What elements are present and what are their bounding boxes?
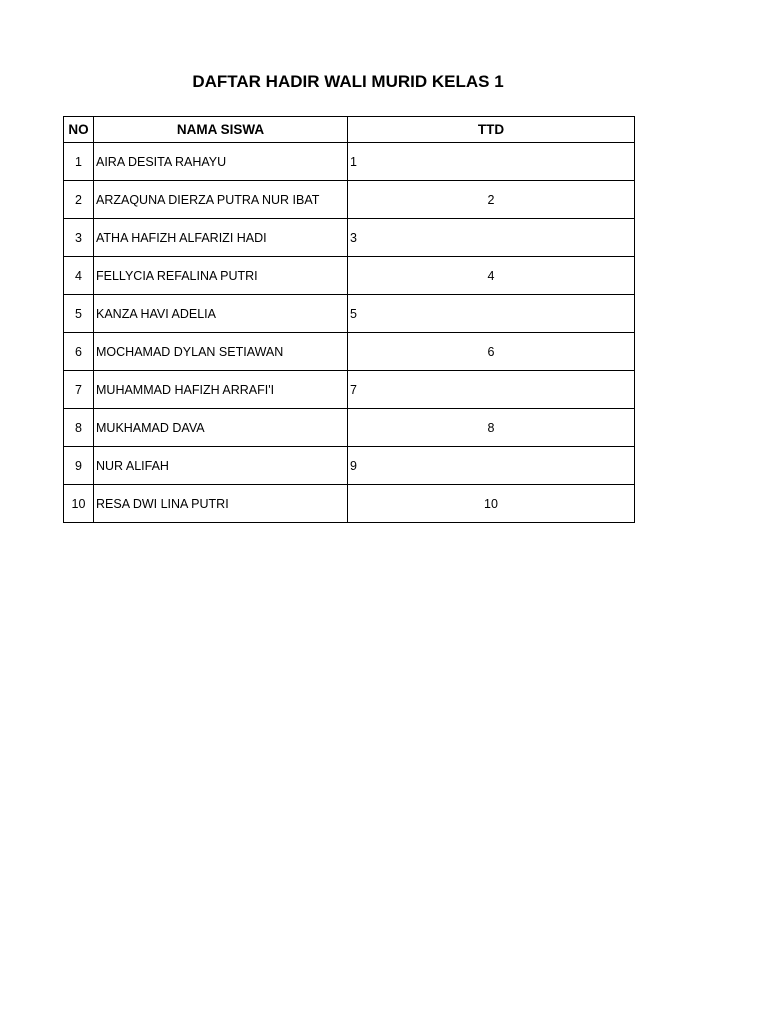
student-name: ATHA HAFIZH ALFARIZI HADI	[94, 219, 348, 257]
student-name: ARZAQUNA DIERZA PUTRA NUR IBAT	[94, 181, 348, 219]
table-row	[64, 181, 635, 219]
header-nama-siswa: NAMA SISWA	[94, 117, 348, 143]
header-ttd: TTD	[348, 117, 635, 143]
student-name: KANZA HAVI ADELIA	[94, 295, 348, 333]
table-row	[64, 409, 635, 447]
signature-cell: 3	[348, 219, 635, 257]
row-number: 5	[64, 295, 94, 333]
student-name: MUKHAMAD DAVA	[94, 409, 348, 447]
table-row	[64, 219, 635, 257]
row-number: 2	[64, 181, 94, 219]
signature-cell: 9	[348, 447, 635, 485]
row-number: 4	[64, 257, 94, 295]
page-title: DAFTAR HADIR WALI MURID KELAS 1	[192, 72, 504, 91]
row-number: 1	[64, 143, 94, 181]
signature-cell: 4	[348, 257, 635, 295]
table-row	[64, 295, 635, 333]
student-name: MUHAMMAD HAFIZH ARRAFI'I	[94, 371, 348, 409]
student-name: MOCHAMAD DYLAN SETIAWAN	[94, 333, 348, 371]
student-name: RESA DWI LINA PUTRI	[94, 485, 348, 523]
signature-cell: 8	[348, 409, 635, 447]
table-row	[64, 143, 635, 181]
row-number: 8	[64, 409, 94, 447]
row-number: 9	[64, 447, 94, 485]
table-row	[64, 257, 635, 295]
signature-cell: 7	[348, 371, 635, 409]
header-no: NO	[64, 117, 94, 143]
student-name: FELLYCIA REFALINA PUTRI	[94, 257, 348, 295]
row-number: 10	[64, 485, 94, 523]
row-number: 6	[64, 333, 94, 371]
signature-cell: 2	[348, 181, 635, 219]
signature-cell: 1	[348, 143, 635, 181]
table-row	[64, 485, 635, 523]
signature-cell: 10	[348, 485, 635, 523]
row-number: 3	[64, 219, 94, 257]
table-row	[64, 333, 635, 371]
signature-cell: 5	[348, 295, 635, 333]
attendance-table	[63, 116, 635, 523]
table-row	[64, 371, 635, 409]
student-name: NUR ALIFAH	[94, 447, 348, 485]
table-row	[64, 447, 635, 485]
signature-cell: 6	[348, 333, 635, 371]
student-name: AIRA DESITA RAHAYU	[94, 143, 348, 181]
row-number: 7	[64, 371, 94, 409]
table-header-row	[64, 117, 635, 143]
